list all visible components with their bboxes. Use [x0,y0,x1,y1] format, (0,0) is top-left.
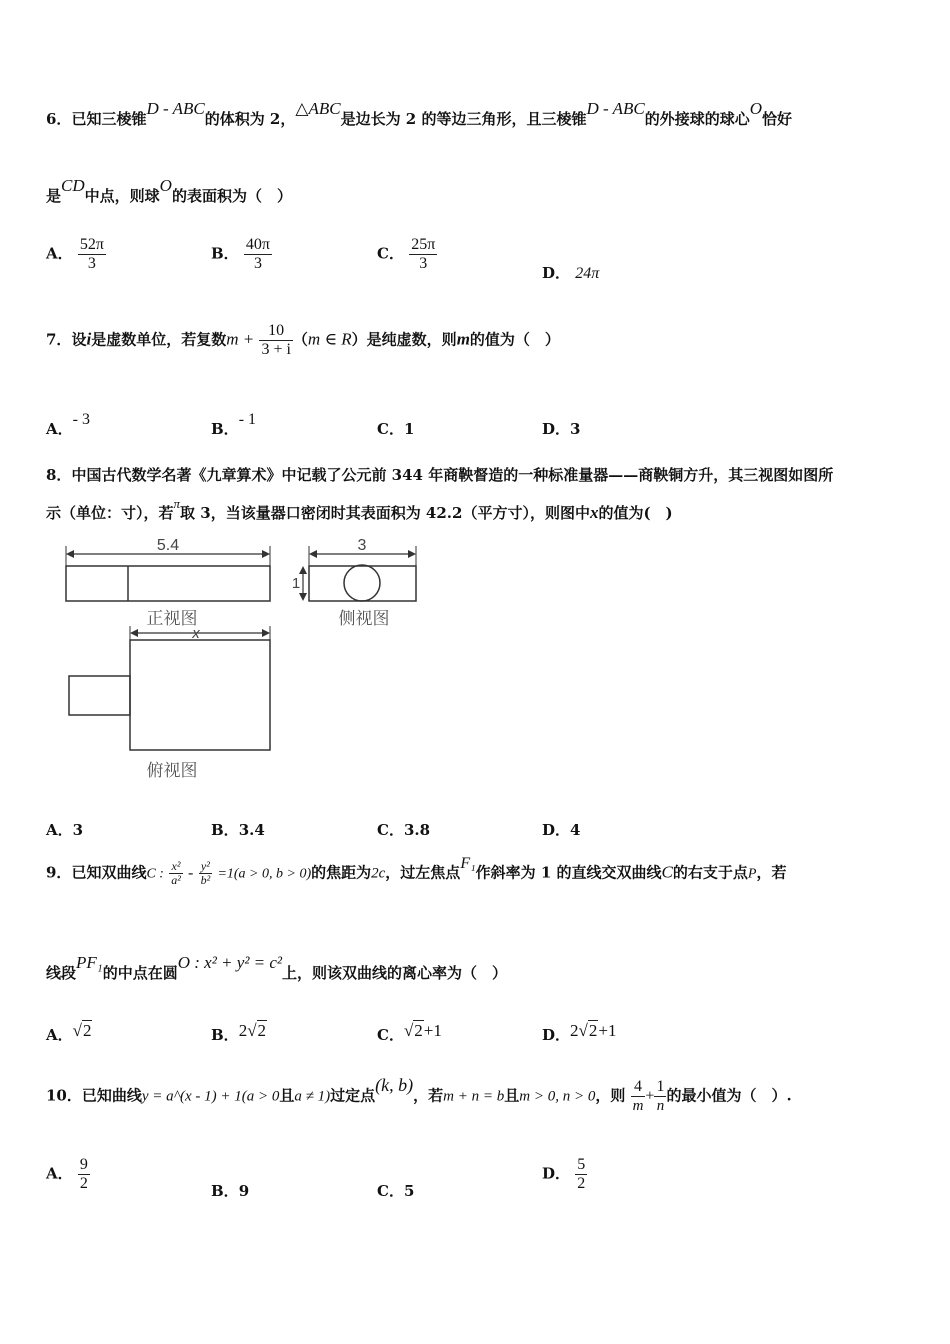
q9-line1: 9．已知双曲线C : $\frac{\text{x²}}{\text{a²}}$ - $\frac{\text{y²}}{\text{b²}}$ =1(a > 0, b > 0)的焦距为2c，过左焦点F₁作斜率为 1 的直线交双曲线C的右支于点P，若 [46,854,787,887]
q9-option-d[interactable]: D．2√2+1 [542,1021,617,1044]
height-dim-label: 1 [291,575,301,592]
q10-option-d[interactable]: D． $\frac{5}{2}$ [542,1156,586,1192]
q8-line2: 示（单位：寸），若π取 3，当该量器口密闭时其表面积为 42.2（平方寸），则图中x的值为( ) [46,496,673,522]
q7-option-c[interactable]: C．1 [377,420,415,438]
q10-option-a[interactable]: A． $\frac{9}{2}$ [46,1156,88,1192]
q9-option-a[interactable]: A．√2 [46,1021,92,1044]
q7-line1: 7．设i是虚数单位，若复数m + $\frac{10}{3 + i}$ （m ∈ R）是纯虚数，则m的值为（ ） [46,322,560,358]
q6-option-d[interactable]: D． 24π [542,264,600,282]
q6-option-c[interactable]: C． $\frac{25\pi}{3}$ [377,236,436,272]
q8-three-view-figure [0,530,430,790]
q9-option-c[interactable]: C．√2+1 [377,1021,442,1044]
side-view-label: 侧视图 [338,609,390,628]
q10-line1: 10．已知曲线y = a^(x - 1) + 1(a > 0且a ≠ 1)过定点(k, b)，若m + n = b且m > 0, n > 0，则 $\frac{4}{m}$ + $\frac{1}{n}$ 的最小值为（ ）. [46,1074,792,1114]
q9-line2: 线段PF₁的中点在圆O : x² + y² = c²上，则该双曲线的离心率为（ ） [46,953,508,982]
q8-option-d[interactable]: D．4 [542,821,581,839]
top-view-label: 俯视图 [146,761,198,780]
q9-option-b[interactable]: B．2√2 [211,1021,267,1044]
q6-option-a[interactable]: A． $\frac{52\pi}{3}$ [46,236,104,272]
q8-option-a[interactable]: A．3 [46,821,84,839]
top-dim-label: x [192,625,200,642]
q8-line1: 8．中国古代数学名著《九章算术》中记载了公元前 344 年商鞅督造的一种标准量器——商鞅铜方升，其三视图如图所 [46,466,834,484]
q7-option-a[interactable]: A．- 3 [46,411,90,438]
q7-option-b[interactable]: B．- 1 [211,411,257,438]
q8-option-c[interactable]: C．3.8 [377,821,431,839]
q6-number: 6． [46,110,72,128]
q10-option-c[interactable]: C．5 [377,1182,415,1200]
side-dim-label: 3 [357,537,367,554]
front-view-label: 正视图 [146,609,198,628]
q6-line1: 6．已知三棱锥D - ABC的体积为 2，△ABC是边长为 2 的等边三角形，且三棱锥D - ABC的外接球的球心O恰好 [46,99,793,128]
q7-option-d[interactable]: D．3 [542,420,581,438]
q10-option-b[interactable]: B．9 [211,1182,250,1200]
top-view-main [130,640,270,750]
q6-option-b[interactable]: B． $\frac{40\pi}{3}$ [211,236,270,272]
side-view [309,566,416,601]
front-dim-label: 5.4 [156,537,180,554]
side-view-circle [344,565,380,601]
front-view [66,566,270,601]
q8-option-b[interactable]: B．3.4 [211,821,265,839]
top-view-handle [69,676,130,715]
q6-line2: 是CD中点，则球O的表面积为（ ） [46,176,292,205]
